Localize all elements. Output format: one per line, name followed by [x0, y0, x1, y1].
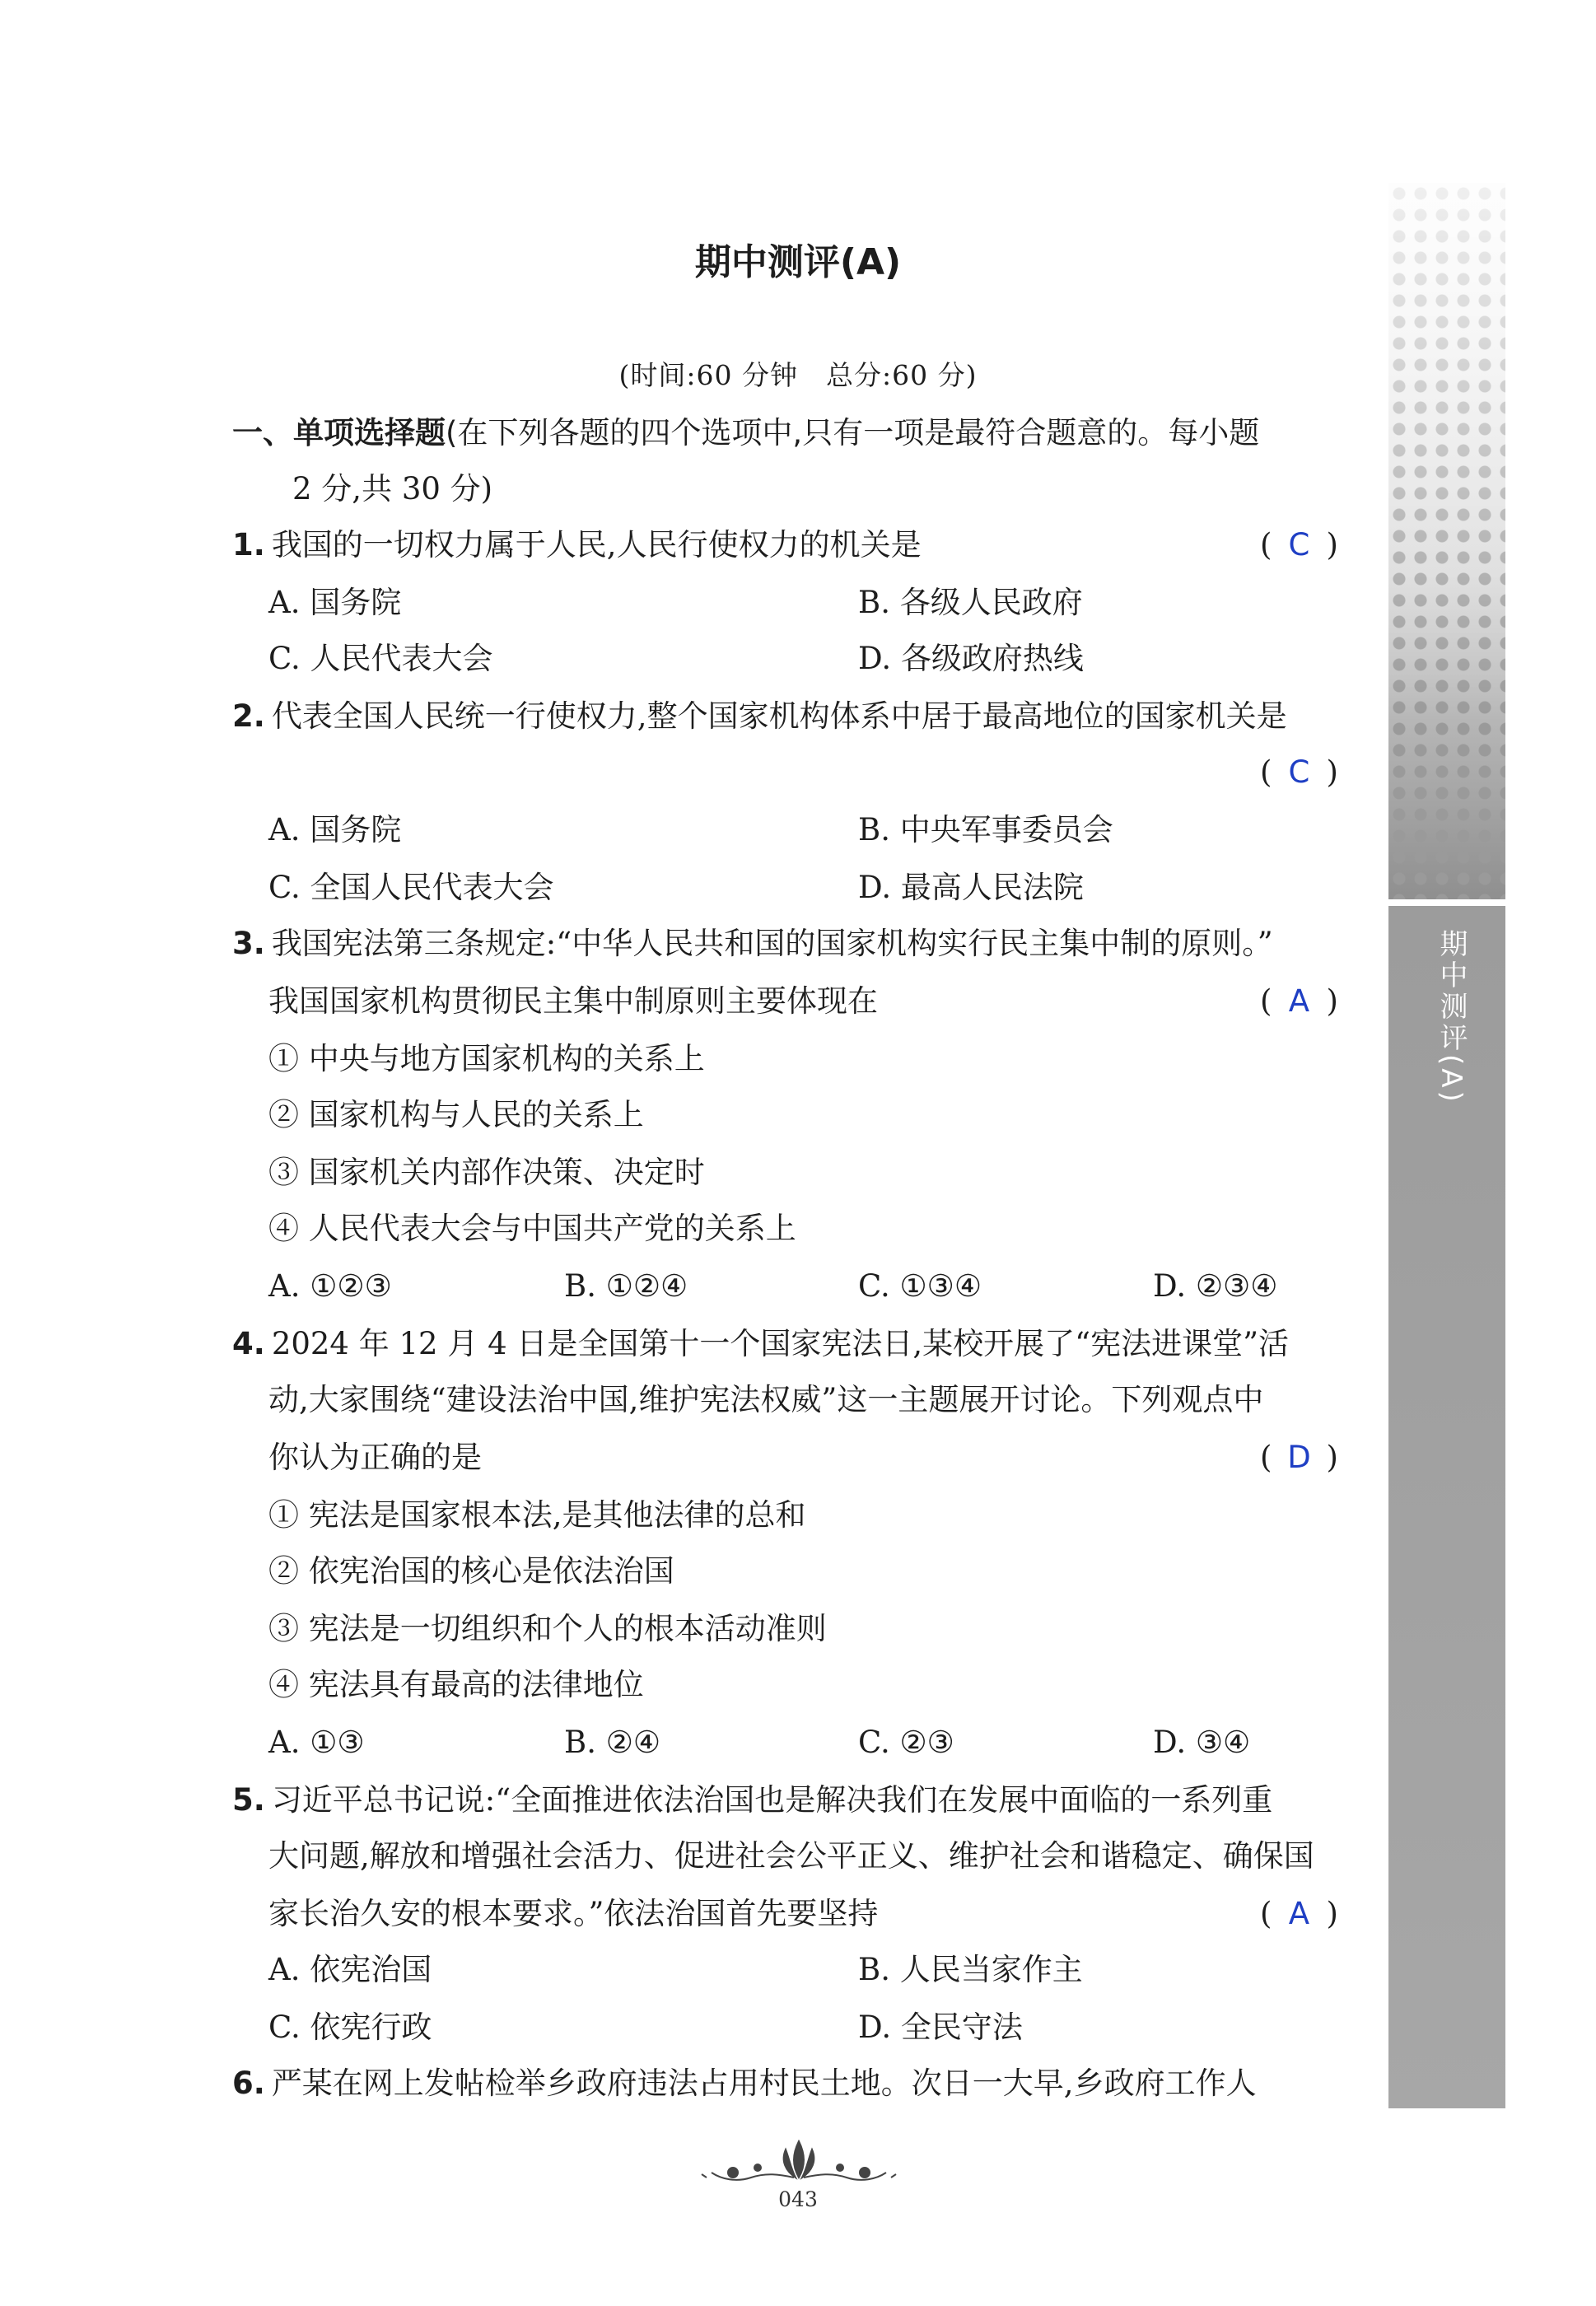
- question-stem: 我国宪法第三条规定:“中华人民共和国的国家机构实行民主集中制的原则。”: [271, 926, 1273, 961]
- question-stem-cont: 动,大家围绕“建设法治中国,维护宪法权威”这一主题展开讨论。下列观点中: [268, 1382, 1264, 1417]
- question-stem-cont: 你认为正确的是: [268, 1440, 482, 1475]
- question-number: 1.: [232, 527, 265, 562]
- answer-letter: A: [1288, 1896, 1310, 1931]
- question-number: 2.: [232, 698, 265, 734]
- question-stem: 习近平总书记说:“全面推进依法治国也是解决我们在发展中面临的一系列重: [271, 1782, 1273, 1818]
- footer-ornament-icon: [700, 2133, 898, 2192]
- statement: ② 国家机构与人民的关系上: [268, 1097, 644, 1132]
- option: D. ③④: [1153, 1725, 1251, 1760]
- section-instruction-cont: 2 分,共 30 分): [292, 471, 493, 506]
- option: C. ①③④: [858, 1268, 982, 1304]
- option: C. 人民代表大会: [268, 641, 493, 676]
- option: D. ②③④: [1153, 1268, 1278, 1304]
- question-stem: 代表全国人民统一行使权力,整个国家机构体系中居于最高地位的国家机关是: [271, 698, 1287, 734]
- section-instruction: (在下列各题的四个选项中,只有一项是最符合题意的。每小题: [446, 415, 1260, 450]
- statement: ④ 人民代表大会与中国共产党的关系上: [268, 1211, 796, 1246]
- statement: ④ 宪法具有最高的法律地位: [268, 1667, 644, 1702]
- question-number: 5.: [232, 1782, 265, 1818]
- answer-letter: C: [1288, 527, 1310, 562]
- option: C. 依宪行政: [268, 2010, 432, 2045]
- option: A. 国务院: [268, 585, 402, 620]
- question-5: [232, 1782, 1272, 1818]
- option: A. ①③: [268, 1725, 365, 1760]
- statement: ① 宪法是国家根本法,是其他法律的总和: [268, 1497, 806, 1533]
- question-stem: 2024 年 12 月 4 日是全国第十一个国家宪法日,某校开展了“宪法进课堂”活: [271, 1326, 1289, 1361]
- page-title: 期中测评(A): [694, 241, 902, 283]
- option: B. 各级人民政府: [858, 585, 1083, 620]
- option: B. ②④: [564, 1725, 661, 1760]
- statement: ③ 宪法是一切组织和个人的根本活动准则: [268, 1611, 827, 1646]
- answer-slot: ( A ): [1260, 983, 1338, 1019]
- question-4: [232, 1326, 1289, 1362]
- option: D. 全民守法: [858, 2010, 1023, 2045]
- answer-letter: D: [1287, 1440, 1311, 1475]
- answer-letter: C: [1288, 754, 1310, 790]
- question-1: [232, 527, 922, 563]
- option: A. 依宪治国: [268, 1952, 432, 1987]
- question-number: 4.: [232, 1326, 265, 1361]
- question-number: 3.: [232, 926, 265, 961]
- answer-slot: ( C ): [1260, 754, 1338, 790]
- section-header: [232, 415, 1259, 451]
- question-stem-cont: 家长治久安的根本要求。”依法治国首先要坚持: [268, 1896, 879, 1931]
- option: C. ②③: [858, 1725, 954, 1760]
- side-tab-pattern: [1388, 183, 1505, 899]
- answer-slot: ( A ): [1260, 1896, 1338, 1931]
- statement: ③ 国家机关内部作决策、决定时: [268, 1155, 705, 1190]
- exam-time-score: (时间:60 分钟 总分:60 分): [618, 359, 978, 391]
- question-stem: 我国的一切权力属于人民,人民行使权力的机关是: [271, 527, 922, 562]
- statement: ① 中央与地方国家机构的关系上: [268, 1041, 705, 1076]
- page-number: 043: [778, 2187, 818, 2211]
- side-tab-label: 期中测评(A): [1435, 929, 1468, 1105]
- option: A. ①②③: [268, 1268, 392, 1304]
- option: A. 国务院: [268, 812, 402, 847]
- option: B. 人民当家作主: [858, 1952, 1083, 1987]
- option: B. ①②④: [564, 1268, 688, 1304]
- question-3: [232, 926, 1273, 962]
- question-6: [232, 2066, 1257, 2102]
- option: C. 全国人民代表大会: [268, 870, 554, 905]
- question-stem-cont: 大问题,解放和增强社会活力、促进社会公平正义、维护社会和谐稳定、确保国: [268, 1838, 1314, 1874]
- question-stem: 严某在网上发帖检举乡政府违法占用村民土地。次日一大早,乡政府工作人: [271, 2066, 1257, 2101]
- option: D. 最高人民法院: [858, 870, 1084, 905]
- answer-slot: ( D ): [1260, 1440, 1338, 1475]
- question-stem-cont: 我国国家机构贯彻民主集中制原则主要体现在: [268, 983, 878, 1019]
- section-label: 一、单项选择题: [232, 415, 446, 450]
- question-2: [232, 698, 1287, 735]
- option: B. 中央军事委员会: [858, 812, 1113, 847]
- question-number: 6.: [232, 2066, 265, 2101]
- statement: ② 依宪治国的核心是依法治国: [268, 1553, 674, 1589]
- answer-slot: ( C ): [1260, 527, 1338, 562]
- answer-letter: A: [1288, 983, 1310, 1019]
- option: D. 各级政府热线: [858, 641, 1084, 676]
